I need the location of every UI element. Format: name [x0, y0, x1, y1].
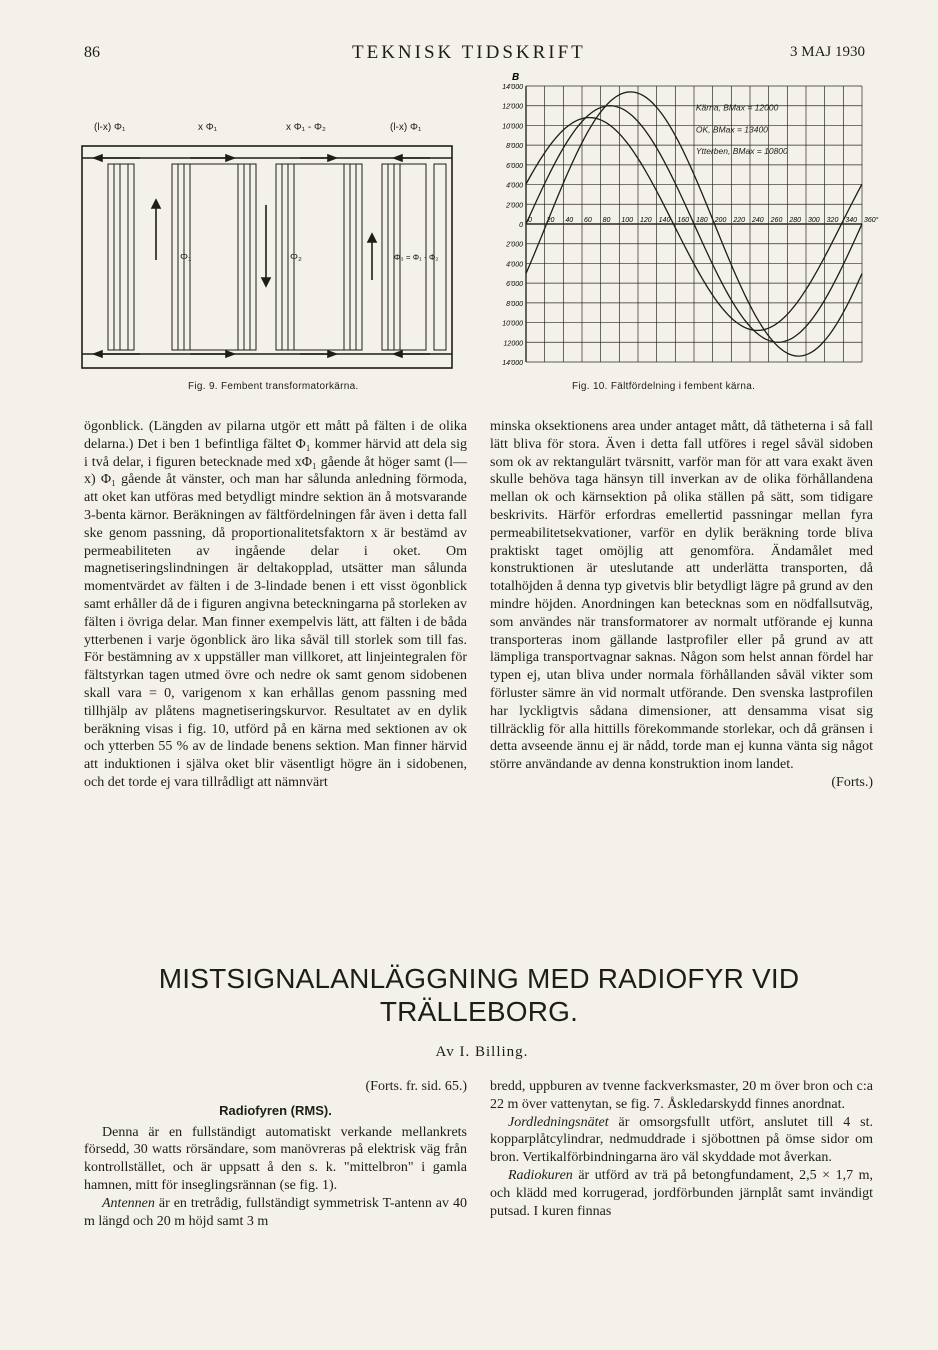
continued-note: (Forts.): [831, 774, 873, 790]
x-tick-label: 80: [602, 217, 611, 224]
fig9-caption: Fig. 9. Fembent transformatorkärna.: [188, 381, 359, 392]
limb-left: [108, 164, 134, 350]
y-tick-label: 12'000: [502, 103, 523, 111]
article-title: [84, 962, 874, 1028]
fig10-caption: Fig. 10. Fältfördelning i fembent kärna.: [572, 381, 756, 392]
article-left-p2: Antennen är en tretrådig, fullständigt symmetrisk T-antenn av 40 m längd och 20 m höjd samt 3 m: [84, 1195, 467, 1229]
fig9-limb-label-1: Φ₁: [180, 252, 192, 263]
legend-entry: OK, BMax = 13400: [695, 124, 768, 135]
article-right-column: [490, 1078, 873, 1220]
y-tick-label: 8'000: [506, 143, 523, 151]
y-tick-label: 14'000: [502, 84, 523, 91]
y-tick-label: 4'000: [506, 182, 523, 190]
x-tick-label: 220: [733, 217, 746, 224]
x-tick-label: 360°: [864, 217, 879, 224]
limb-2: [276, 164, 362, 350]
x-tick-label: 180: [696, 217, 708, 224]
continued-from: (Forts. fr. sid. 65.): [365, 1079, 467, 1094]
fig9-top-label-4: (l-x) Φ₁: [390, 122, 422, 133]
legend-entry: Ytterben, BMax = 10800: [695, 146, 788, 157]
x-tick-label: 20: [546, 217, 555, 224]
fig10-chart: [480, 66, 880, 372]
x-tick-label: 40: [565, 217, 574, 224]
y-tick-label: 2'000: [506, 241, 523, 249]
x-tick-label: 160: [677, 217, 690, 224]
y-tick-label: 10'000: [502, 123, 523, 131]
x-tick-label: 260: [770, 217, 783, 224]
article-left-column: [84, 1078, 467, 1230]
x-tick-label: 0: [528, 217, 532, 224]
y-tick-label: 2'000: [506, 202, 523, 210]
y-tick-label: 8'000: [506, 300, 523, 308]
fig9-top-label-2: x Φ₁: [198, 122, 218, 133]
x-tick-label: 280: [789, 217, 802, 224]
x-tick-label: 300: [808, 217, 820, 224]
left-column: [84, 418, 467, 792]
y-tick-label: 14'000: [502, 360, 523, 367]
x-tick-label: 240: [752, 217, 764, 224]
x-tick-label: 140: [658, 217, 671, 224]
fig9-top-label-1: (l-x) Φ₁: [94, 122, 126, 133]
radiokuren-term: Radiokuren: [508, 1167, 573, 1183]
x-tick-label: 120: [640, 217, 652, 224]
article-byline: Av I. Billing.: [435, 1044, 529, 1060]
y-tick-label: 0: [519, 222, 523, 229]
subheading: Radiofyren (RMS).: [219, 1102, 332, 1118]
y-tick-label: 12000: [503, 340, 523, 348]
article-right-p3: Radiokuren är utförd av trä på betongfundament, 2,5 × 1,7 m, och klädd med korrugerad, jordförbunden järnplåt samt invändigt putsad. I kuren finnas: [490, 1167, 873, 1219]
fig9-transformer-core: [80, 110, 460, 372]
article-right-p1: bredd, uppburen av tvenne fackverksmaster, 20 m över bron och c:a 22 m över vattenytan, se fig. 7. Åskledarskydd finnes anordnat.: [490, 1079, 873, 1112]
x-tick-label: 100: [621, 217, 634, 224]
y-tick-label: 4'000: [506, 261, 523, 269]
right-paragraph: minska oksektionens area under antaget mått, då tätheterna i så fall lätt bliva för stora. Även i detta fall utföres i regel såväl sidoben som ok av rektangulärt tvärsnitt, varför man för att vara exakt även skulle behöva taga hänsyn till inverkan av de olika förhållandena mellan ok och kärnsektion på olika ställen på sätt, som tidigare beskrivits. Härför erfordras emellertid passningar mellan fyra permeabilitetsekvationer, varför en dylik beräkning torde bliva praktiskt taget omöjlig att genomföra. Ändamålet med konstruktionen är uteslutande att underlätta transporten, då totalhöjden å denna typ givetvis blir betydligt lägre på grund av den mindre höjden. Anordningen kan betecknas som en nödfallsutväg, som användes när transformatorer av normalt utförande ej kunna transporteras inom gällande lastprofiler eller på grund av att lämpliga transportvagnar saknas. Någon som helst annan fördel har typen ej, utan bliva under normala förhållanden såväl vikter som förluster sämre än vid normalt utförande. Den svenska lastprofilen har lyckligtvis sådana dimensioner, att densamma visat sig tillräcklig för alla hittills förekommande storlekar, och då gränsen i detta avseende ännu ej är nådd, torde man ej kunna vänta sig något större användande av denna konstruktion inom landet.: [490, 419, 873, 773]
fig9-limb-label-3: Φ₃ = Φ₁ - Φ₂: [394, 253, 439, 262]
article-left-p1: Denna är en fullständigt automatiskt verkande mellankrets försedd, 30 watts rörsändare, som manövreras på elektrisk väg från kontrollstället, och är uppsatt å den s. k. "mittelbron" i gamla hamnen, mitt för inseglingsrännan (se fig. 1).: [84, 1124, 467, 1193]
legend-entry: Kärna, BMax = 12000: [695, 102, 779, 113]
article-title-line-2: TRÄLLEBORG.: [379, 996, 579, 1027]
x-tick-label: 320: [826, 217, 839, 224]
y-tick-label: 6'000: [506, 281, 523, 289]
x-tick-label: 340: [845, 217, 858, 224]
fig9-top-label-3: x Φ₁ - Φ₂: [286, 122, 326, 133]
article-title-line-1: MISTSIGNALANLÄGGNING MED RADIOFYR VID: [158, 963, 800, 994]
x-tick-label: 60: [584, 217, 592, 224]
jordledning-term: Jordledningsnätet: [508, 1114, 609, 1130]
antennen-term: Antennen: [102, 1195, 155, 1211]
journal-title: TEKNISK TIDSKRIFT: [352, 42, 586, 63]
article-right-p2: Jordledningsnätet är omsorgsfullt utfört, anslutet till 4 st. kopparplåtcylindrar, nedmuddrade i sjöbottnen på ömse sidor om bron. Vertikalförbindningarna äro väl skyddade mot åverkan.: [490, 1114, 873, 1166]
right-column: [490, 418, 873, 792]
issue-date: 3 MAJ 1930: [790, 44, 866, 60]
y-tick-label: 6'000: [506, 162, 523, 170]
y-tick-label: 10'000: [502, 320, 523, 328]
left-paragraph: ögonblick. (Längden av pilarna utgör ett mått på fälten i de olika delarna.) Det i ben 1 befintliga fältet Φ₁ kommer härvid att dela sig i två delar, i figuren betecknade med xΦ₁ gående åt höger samt (l—x) Φ₁ gående åt vänster, och man har sålunda anledning förmoda, att oket kan utföras med betydligt mindre sektion än å motsvarande 3-benta kärnor. Beräkningen av fältfördelningen får även i detta fall ske genom passning, då proportionalitetsfaktorn x är bestämd av permeabiliteten av ingående delar i oket. Om magnetiseringslindningen är deltakopplad, utsätter man sålunda momentvärdet av fälten i de 3-lindade benen i ett visst ögonblick samt erhåller då de i figuren angivna beteckningarna på storleken av fälten i övriga delar. Man finner exempelvis lätt, att fälten i de båda ytterbenen i varje ögonblick äro lika såväl till storlek som till fas. För bestämning av x uppställer man villkoret, att linjeintegralen för fältstyrkan tagen utmed övre och nedre ok samt genom sidobenen skall vara = 0, varigenom x kan erhållas genom passning med tillhjälp av plåtens magnetiseringskurvor. Resultatet av en dylik beräkning visas i fig. 10, utförd på en kärna med sektionen av ok och ytterben 55 % av de lindade benens sektion. Man finner härvid att induktionen i själva oket blir väsentligt högre än i sidobenen, och det torde ej vara tillrådligt att nämnvärt: [84, 419, 467, 790]
fig9-limb-label-2: Φ₂: [290, 252, 302, 263]
x-tick-label: 200: [714, 217, 727, 224]
page-number: 86: [84, 44, 100, 61]
chart-y-axis-label: B: [512, 72, 520, 83]
